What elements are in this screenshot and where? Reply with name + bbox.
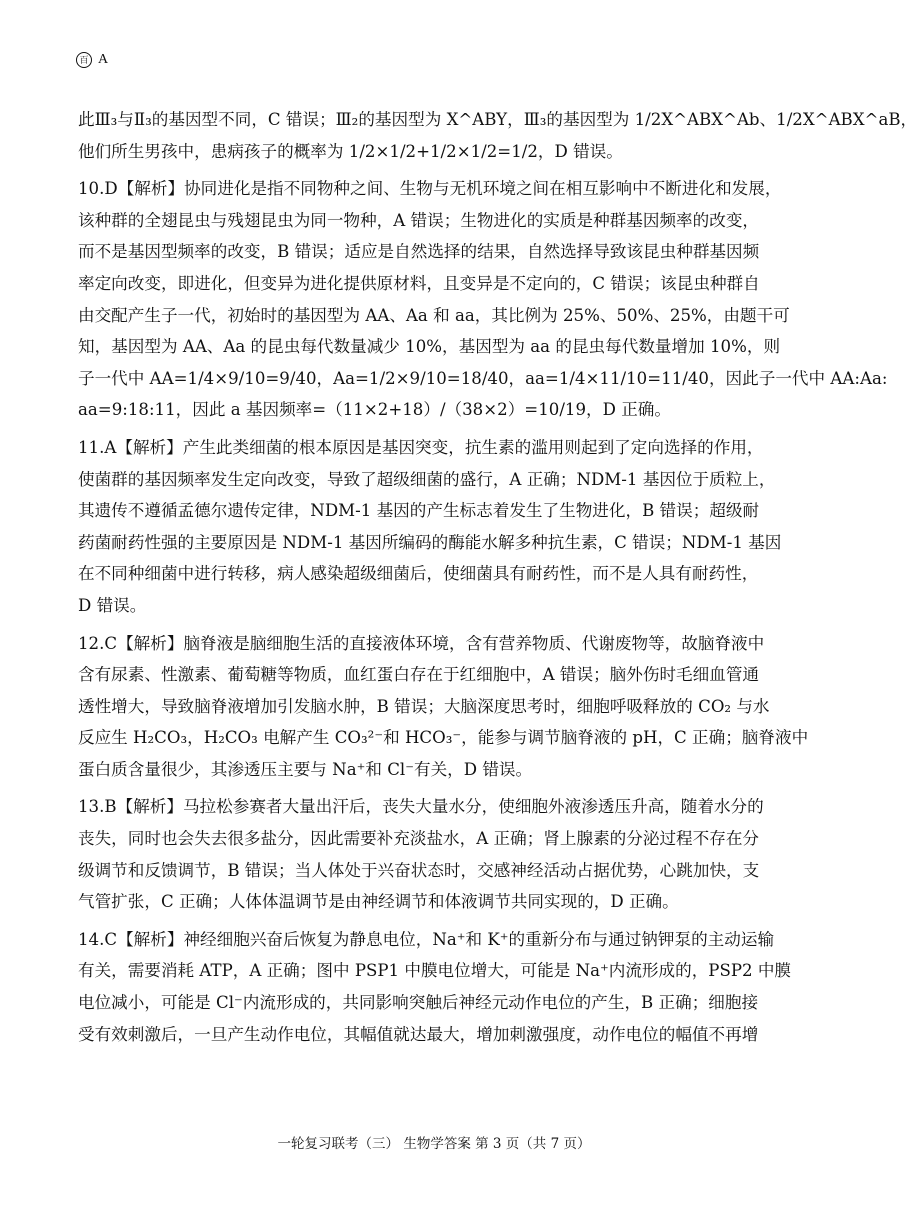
- paragraph-line: 级调节和反馈调节，B 错误；当人体处于兴奋状态时，交感神经活动占据优势，心跳加快，支: [78, 860, 760, 880]
- paragraph-line: 10.D【解析】协同进化是指不同物种之间、生物与无机环境之间在相互影响中不断进化和发展，: [78, 179, 782, 199]
- paragraph-line: 率定向改变，即进化，但变异为进化提供原材料，且变异是不定向的，C 错误；该昆虫种群自: [78, 273, 760, 293]
- paragraph-line: 蛋白质含量很少，其渗透压主要与 Na⁺和 Cl⁻有关，D 错误。: [78, 759, 533, 779]
- paragraph-line: 有关，需要消耗 ATP，A 正确；图中 PSP1 中膜电位增大，可能是 Na⁺内流形成的，PSP2 中膜: [78, 961, 792, 981]
- paragraph-line: 子一代中 AA=1/4×9/10=9/40，Aa=1/2×9/10=18/40，aa=1/4×11/10=11/40，因此子一代中 AA:Aa:: [78, 368, 888, 388]
- paragraph-line: 12.C【解析】脑脊液是脑细胞生活的直接液体环境，含有营养物质、代谢废物等，故脑脊液中: [78, 633, 765, 653]
- paragraph-line: 使菌群的基因频率发生定向改变，导致了超级细菌的盛行，A 正确；NDM-1 基因位于质粒上，: [78, 469, 776, 489]
- answer-paragraph-p0: [78, 104, 917, 167]
- paragraph-line: 此Ⅲ₃与Ⅱ₃的基因型不同，C 错误；Ⅲ₂的基因型为 X^ABY，Ⅲ₃的基因型为 1/2X^ABX^Ab、1/2X^ABX^aB，: [78, 110, 917, 129]
- paragraph-line: 药菌耐药性强的主要原因是 NDM-1 基因所编码的酶能水解多种抗生素，C 错误；NDM-1 基因: [78, 532, 782, 552]
- paragraph-line: 13.B【解析】马拉松参赛者大量出汗后，丧失大量水分，使细胞外液渗透压升高，随着水分的: [78, 797, 764, 817]
- page-footer: 一轮复习联考（三） 生物学答案 第 3 页（共 7 页）: [277, 1136, 591, 1152]
- paragraph-line: 丧失，同时也会失去很多盐分，因此需要补充淡盐水，A 正确；肾上腺素的分泌过程不存在分: [78, 829, 760, 849]
- paragraph-line: 14.C【解析】神经细胞兴奋后恢复为静息电位，Na⁺和 K⁺的重新分布与通过钠钾泵的主动运输: [78, 929, 775, 949]
- paragraph-line: 反应生 H₂CO₃，H₂CO₃ 电解产生 CO₃²⁻和 HCO₃⁻，能参与调节脑脊液的 pH，C 正确；脑脊液中: [78, 728, 809, 748]
- paragraph-line: 在不同种细菌中进行转移，病人感染超级细菌后，使细菌具有耐药性，而不是人具有耐药性，: [78, 564, 759, 584]
- paragraph-line: 透性增大，导致脑脊液增加引发脑水肿，B 错误；大脑深度思考时，细胞呼吸释放的 CO₂ 与水: [78, 696, 770, 716]
- answer-content: [78, 104, 917, 1056]
- answer-paragraph-p12: [78, 628, 809, 786]
- paragraph-line: D 错误。: [78, 595, 147, 615]
- paragraph-line: 该种群的全翅昆虫与残翅昆虫为同一物种，A 错误；生物进化的实质是种群基因频率的改变，: [78, 210, 760, 230]
- paragraph-line: 受有效刺激后，一旦产生动作电位，其幅值就达最大，增加刺激强度，动作电位的幅值不再增: [78, 1024, 759, 1044]
- answer-paragraph-p11: [78, 432, 790, 622]
- answer-paragraph-p14: [78, 924, 790, 1050]
- answer-paragraph-p13: [78, 791, 790, 917]
- header-logo: [76, 52, 108, 68]
- paragraph-line: 11.A【解析】产生此类细菌的根本原因是基因突变，抗生素的滥用则起到了定向选择的作用，: [78, 437, 764, 457]
- paragraph-line: 其遗传不遵循孟德尔遗传定律，NDM-1 基因的产生标志着发生了生物进化，B 错误；超级耐: [78, 501, 760, 521]
- logo-letter: A: [98, 52, 109, 67]
- paragraph-line: 由交配产生子一代，初始时的基因型为 AA、Aa 和 aa，其比例为 25%、50%、25%，由题干可: [78, 305, 790, 325]
- paragraph-line: 而不是基因型频率的改变，B 错误；适应是自然选择的结果，自然选择导致该昆虫种群基因频: [78, 242, 760, 262]
- paragraph-line: 含有尿素、性激素、葡萄糖等物质，血红蛋白存在于红细胞中，A 错误；脑外伤时毛细血管通: [78, 665, 760, 685]
- paragraph-line: aa=9:18:11，因此 a 基因频率=（11×2+18）/（38×2）=10/19，D 正确。: [78, 400, 671, 420]
- paragraph-line: 他们所生男孩中，患病孩子的概率为 1/2×1/2+1/2×1/2=1/2，D 错误。: [78, 141, 623, 161]
- paragraph-line: 知，基因型为 AA、Aa 的昆虫每代数量减少 10%，基因型为 aa 的昆虫每代数量增加 10%，则: [78, 337, 781, 357]
- paragraph-line: 气管扩张，C 正确；人体体温调节是由神经调节和体液调节共同实现的，D 正确。: [78, 892, 679, 912]
- answer-paragraph-p10: [78, 173, 888, 426]
- logo-glyph: 百: [76, 52, 92, 68]
- paragraph-line: 电位减小，可能是 Cl⁻内流形成的，共同影响突触后神经元动作电位的产生，B 正确；细胞接: [78, 993, 759, 1013]
